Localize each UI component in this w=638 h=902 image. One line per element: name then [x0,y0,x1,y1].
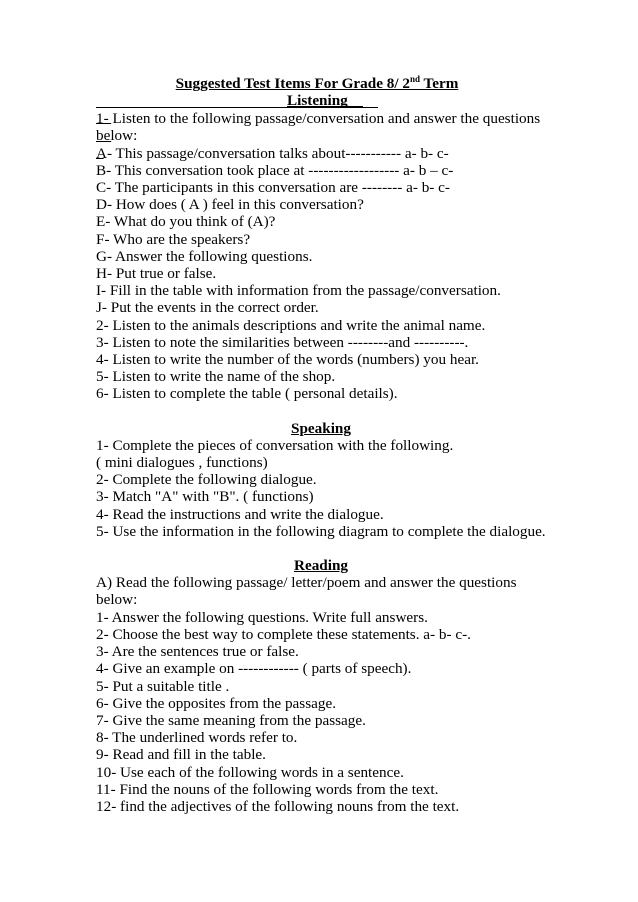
list-item: 4- Read the instructions and write the dialogue. [96,505,384,523]
list-item: A) Read the following passage/ letter/poem and answer the questions below: [96,574,517,609]
list-item: ( mini dialogues , functions) [96,454,268,472]
list-item: 5- Use the information in the following diagram to complete the dialogue. [96,522,546,540]
title-tail: Term [419,75,459,92]
list-item: 9- Read and fill in the table. [96,746,266,764]
list-item: 2- Complete the following dialogue. [96,471,317,489]
list-item: 2- Listen to the animals descriptions and write the animal name. [96,316,486,334]
listening-heading-text: Listening [287,92,363,110]
list-item: 7- Give the same meaning from the passage. [96,711,366,729]
list-item: 5- Put a suitable title . [96,677,230,695]
list-item: 11- Find the nouns of the following words from the text. [96,780,439,798]
listening-heading [96,92,546,110]
document-title [88,75,546,92]
speaking-heading: Speaking [291,419,351,437]
list-item: B- This conversation took place at ------------------ a- b – c- [96,161,454,179]
list-item: 3- Are the sentences true or false. [96,643,299,661]
list-item: J- Put the events in the correct order. [96,299,319,317]
list-item: 6- Give the opposites from the passage. [96,694,336,712]
list-item: C- The participants in this conversation are -------- a- b- c- [96,179,450,197]
list-item: 10- Use each of the following words in a sentence. [96,763,404,781]
list-item: F- Who are the speakers? [96,230,251,248]
list-item: A- This passage/conversation talks about----------- a- b- c- [96,144,449,162]
list-item: G- Answer the following questions. [96,247,313,265]
title-superscript: nd [409,74,420,84]
list-item: 4- Give an example on ------------ ( parts of speech). [96,660,412,678]
reading-heading: Reading [293,557,348,575]
listening-list [96,110,546,402]
reading-list [96,574,546,815]
title-main: Suggested Test Items For Grade 8/ 2 [175,75,410,92]
list-item: D- How does ( A ) feel in this conversation? [96,196,364,214]
speaking-list [96,437,546,540]
list-item: 8- The underlined words refer to. [96,729,298,747]
list-item: 2- Choose the best way to complete these statements. a- b- c-. [96,625,471,643]
list-item: I- Fill in the table with information from the passage/conversation. [96,282,501,300]
list-item: 4- Listen to write the number of the words (numbers) you hear. [96,351,479,369]
list-item: 6- Listen to complete the table ( personal details). [96,385,398,403]
list-item: 12- find the adjectives of the following nouns from the text. [96,797,460,815]
list-item: 1- Complete the pieces of conversation with the following. [96,436,454,454]
list-item: 1- Listen to the following passage/conversation and answer the questions below: [96,110,541,145]
list-item: H- Put true or false. [96,265,217,283]
list-item: 5- Listen to write the name of the shop. [96,368,336,386]
document-page [96,75,546,815]
list-item: 1- Answer the following questions. Write full answers. [96,608,428,626]
list-item: 3- Match "A" with "B". ( functions) [96,488,314,506]
list-item: 3- Listen to note the similarities between --------and ----------. [96,333,469,351]
list-item: E- What do you think of (A)? [96,213,276,231]
